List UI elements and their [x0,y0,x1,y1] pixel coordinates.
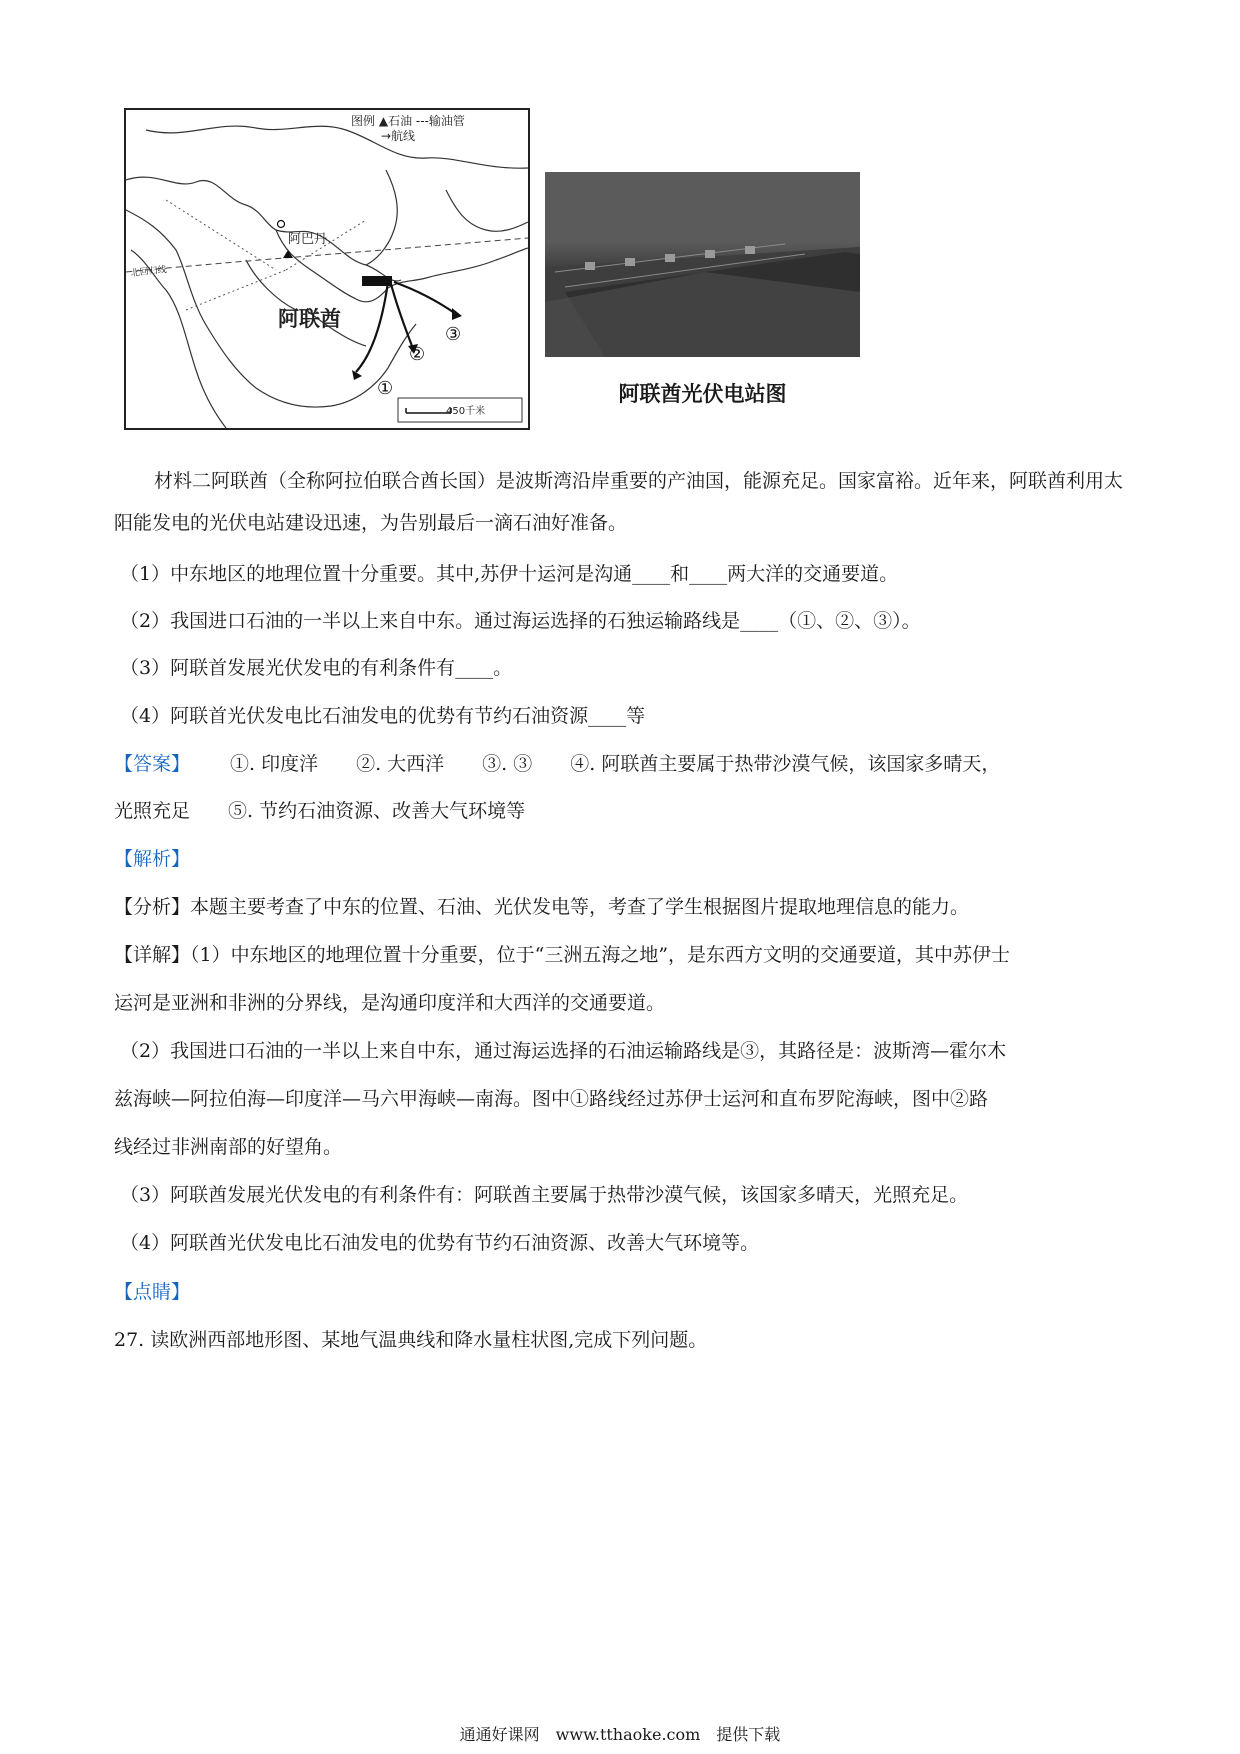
route-1-label: ① [377,378,394,399]
question-2: （2）我国进口石油的一半以上来自中东。通过海运选择的石独运输路线是____（①、②、③）。 [120,610,921,632]
map-scale: 450千米 [446,406,486,417]
question-4: （4）阿联首光伏发电比石油发电的优势有节约石油资源____等 [120,705,646,727]
xiangjie-p2-line-2: 兹海峡—阿拉伯海—印度洋—马六甲海峡—南海。图中①路线经过苏伊士运河和直布罗陀海峡，图中②路 [114,1088,989,1110]
answer-line-2: 光照充足 ⑤. 节约石油资源、改善大气环境等 [114,800,526,822]
xiangjie-label: 【详解】 [114,944,191,966]
legend-pipeline: ---输油管 [415,114,465,128]
label-tropic-of-cancer: 北回归线 [130,265,168,279]
dianjing-label: 【点睛】 [114,1281,191,1303]
legend-oil: ▲石油 [378,114,413,128]
answer-label: 【答案】 [114,753,191,775]
page-footer: 通通好课网 www.tthaoke.com 提供下载 [459,1725,781,1744]
question-3: （3）阿联首发展光伏发电的有利条件有____。 [120,657,513,679]
route-2-label: ② [409,344,426,365]
xiangjie-p2-line-3: 线经过非洲南部的好望角。 [114,1136,343,1158]
route-3-label: ③ [445,324,462,345]
fenxi-paragraph [114,893,1130,921]
material-two: 材料二阿联酋（全称阿拉伯联合酋长国）是波斯湾沿岸重要的产油国，能源充足。国家富裕。近年来，阿联酋利用太阳能发电的光伏电站建设迅速，为告别最后一滴石油好准备。 [114,470,1124,534]
solar-station-photo [545,172,860,357]
xiangjie-text-1: （1）中东地区的地理位置十分重要，位于“三洲五海之地”，是东西方文明的交通要道，其中苏伊士 [190,944,1011,966]
xiangjie-line-1 [114,941,1130,969]
xiangjie-p2-line-1: （2）我国进口石油的一半以上来自中东，通过海运选择的石油运输路线是③，其路径是：波斯湾—霍尔木 [120,1040,1007,1062]
fenxi-text: 本题主要考查了中东的位置、石油、光伏发电等，考查了学生根据图片提取地理信息的能力。 [190,896,970,918]
question-27: 27. 读欧洲西部地形图、某地气温典线和降水量柱状图,完成下列问题。 [114,1329,708,1351]
middle-east-map [124,108,530,430]
photo-caption: 阿联酋光伏电站图 [618,382,787,406]
xiangjie-p3: （3）阿联酋发展光伏发电的有利条件有：阿联酋主要属于热带沙漠气候，该国家多晴天，光照充足。 [120,1184,969,1206]
xiangjie-line-2: 运河是亚洲和非洲的分界线，是沟通印度洋和大西洋的交通要道。 [114,992,666,1014]
label-abadan: 阿巴丹 [288,232,328,247]
fenxi-label: 【分析】 [114,896,191,918]
analysis-label: 【解析】 [114,848,191,870]
legend-title: 图例 [351,114,376,128]
legend-route: →航线 [381,129,416,143]
xiangjie-p4: （4）阿联酋光伏发电比石油发电的优势有节约石油资源、改善大气环境等。 [120,1232,760,1254]
map-drawing [126,110,528,428]
answer-line-1 [114,750,1130,778]
answer-text-1: ①. 印度洋 ②. 大西洋 ③. ③ ④. 阿联酋主要属于热带沙漠气候，该国家多晴天， [230,753,1001,775]
label-uae: 阿联酋 [278,307,341,331]
question-1: （1）中东地区的地理位置十分重要。其中,苏伊十运河是沟通____和____两大洋的交通要道。 [120,563,899,585]
photo-drawing [545,172,860,357]
map-legend [351,114,465,144]
